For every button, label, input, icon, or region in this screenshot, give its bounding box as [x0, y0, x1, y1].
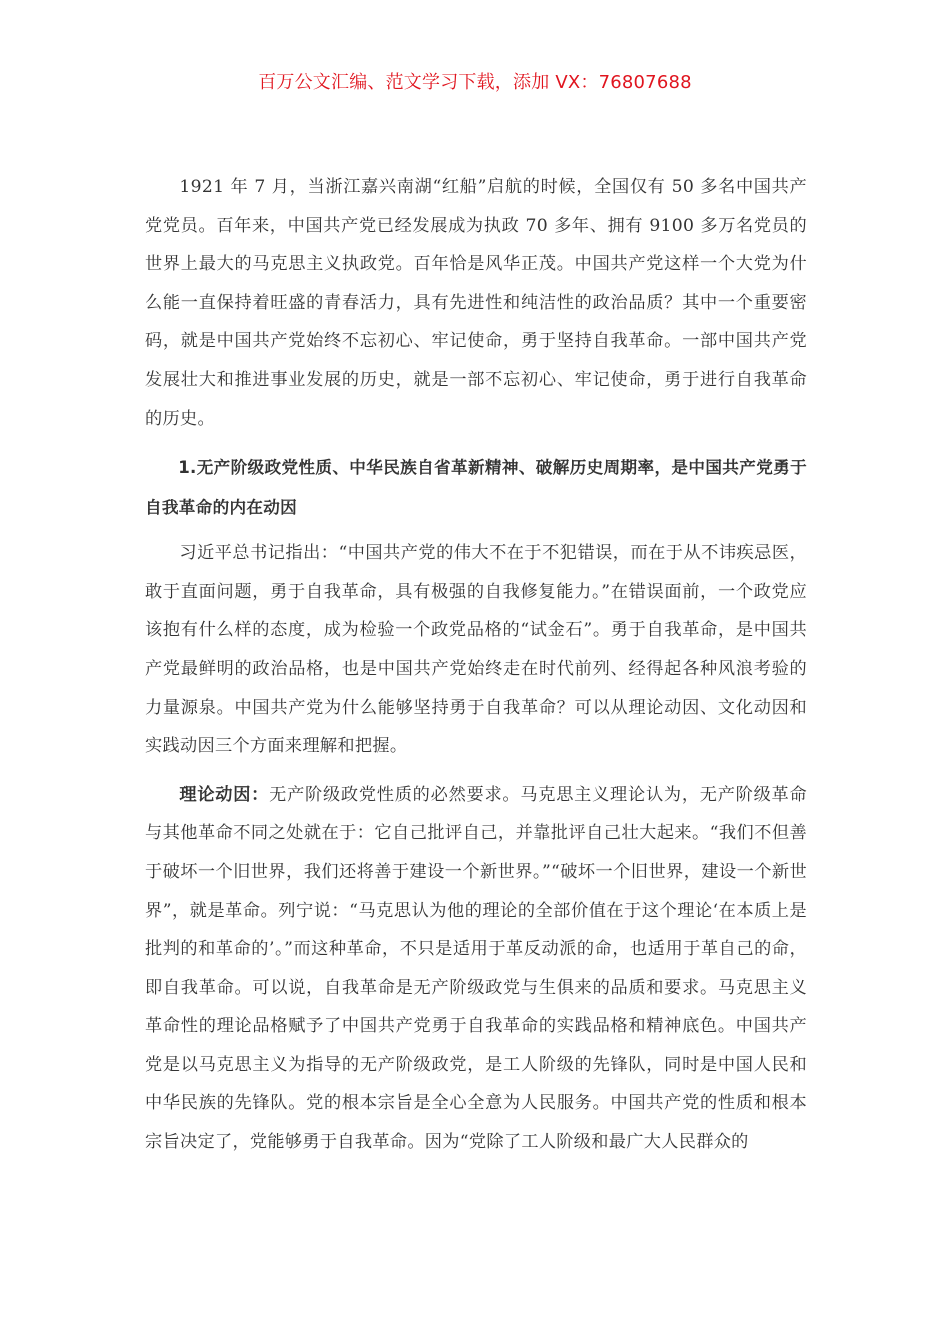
paragraph-lead-label: 理论动因： — [179, 784, 270, 805]
header-banner: 百万公文汇编、范文学习下载，添加 VX：76807688 — [258, 72, 692, 93]
paragraph-intro: 1921 年 7 月，当浙江嘉兴南湖“红船”启航的时候，全国仅有 50 多名中国共产党党员。百年来，中国共产党已经发展成为执政 70 多年、拥有 9100 多万名党员的世界上最大的马克思主义执政党。百年恰是风华正茂。中国共产党这样一个大党为什么能一直保持着旺盛的青春活力，具有先进性和纯洁性的政治品质？其中一个重要密码，就是中国共产党始终不忘初心、牢记使命，勇于坚持自我革命。一部中国共产党发展壮大和推进事业发展的历史，就是一部不忘初心、牢记使命，勇于进行自我革命的历史。 — [145, 177, 807, 429]
section-heading-1: 1.无产阶级政党性质、中华民族自省革新精神、破解历史周期率，是中国共产党勇于自我革命的内在动因 — [145, 458, 807, 518]
article-body — [145, 168, 807, 1162]
paragraph-theory — [145, 776, 807, 1162]
paragraph-theory-text: 无产阶级政党性质的必然要求。马克思主义理论认为，无产阶级革命与其他革命不同之处就在于：它自己批评自己，并靠批评自己壮大起来。“我们不但善于破坏一个旧世界，我们还将善于建设一个新世界。”“破坏一个旧世界，建设一个新世界”，就是革命。列宁说：“马克思认为他的理论的全部价值在于这个理论‘在本质上是批判的和革命的’。”而这种革命，不只是适用于革反动派的命，也适用于革自己的命，即自我革命。可以说，自我革命是无产阶级政党与生俱来的品质和要求。马克思主义革命性的理论品格赋予了中国共产党勇于自我革命的实践品格和精神底色。中国共产党是以马克思主义为指导的无产阶级政党，是工人阶级的先锋队，同时是中国人民和中华民族的先锋队。党的根本宗旨是全心全意为人民服务。中国共产党的性质和根本宗旨决定了，党能够勇于自我革命。因为“党除了工人阶级和最广大人民群众的 — [145, 784, 807, 1153]
paragraph-quote: 习近平总书记指出：“中国共产党的伟大不在于不犯错误，而在于从不讳疾忌医，敢于直面问题，勇于自我革命，具有极强的自我修复能力。”在错误面前，一个政党应该抱有什么样的态度，成为检验一个政党品格的“试金石”。勇于自我革命，是中国共产党最鲜明的政治品格，也是中国共产党始终走在时代前列、经得起各种风浪考验的力量源泉。中国共产党为什么能够坚持勇于自我革命？可以从理论动因、文化动因和实践动因三个方面来理解和把握。 — [145, 543, 807, 757]
